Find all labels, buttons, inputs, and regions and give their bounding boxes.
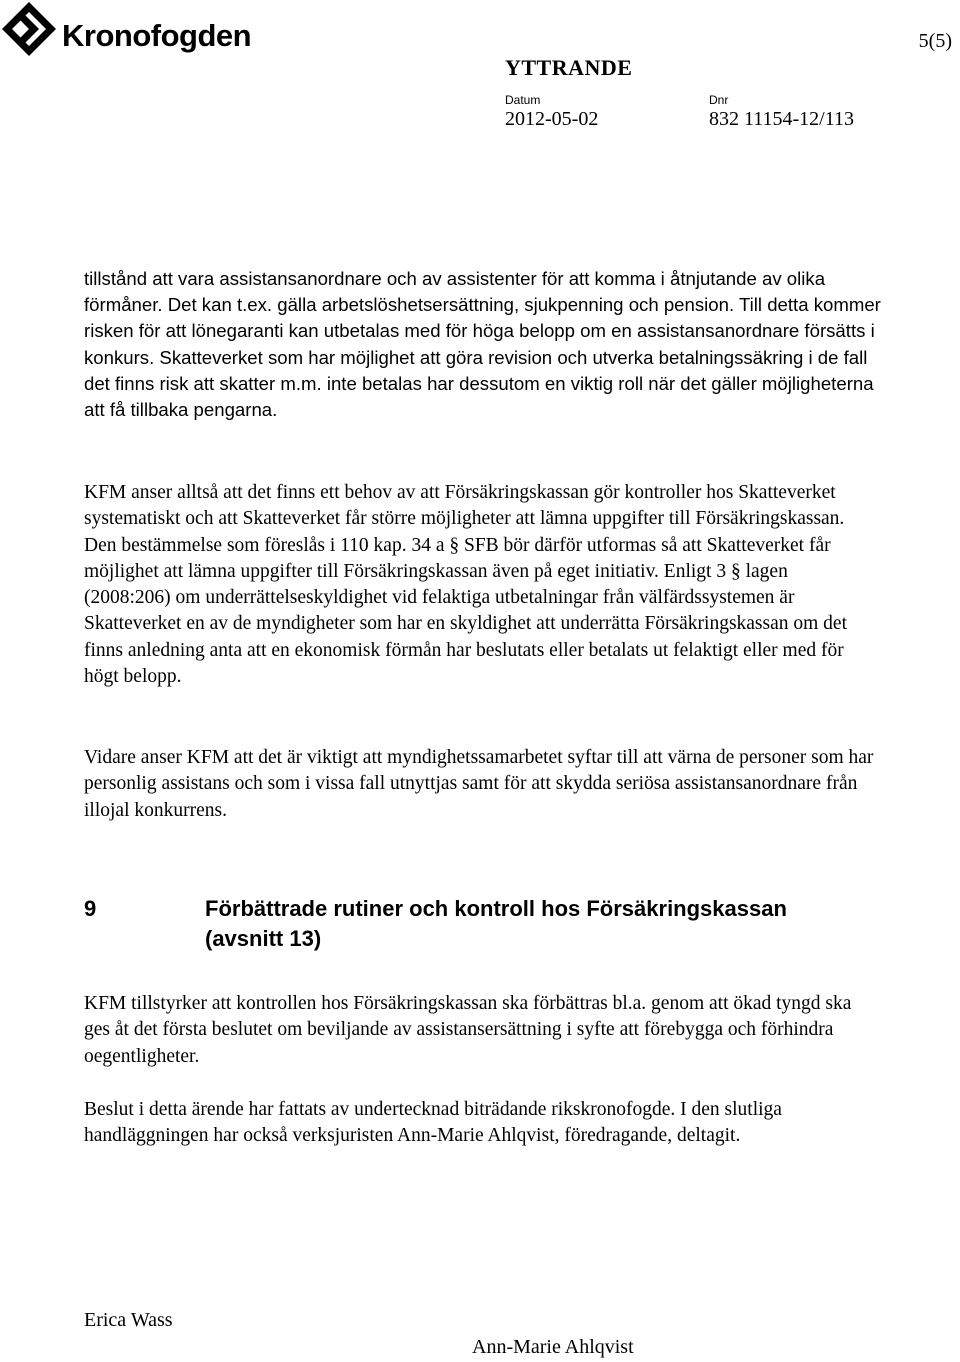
date-value: 2012-05-02 (505, 108, 599, 130)
dnr-label: Dnr (709, 93, 729, 107)
logo-wordmark: Kronofogden (62, 18, 252, 53)
section-title: Förbättrade rutiner och kontroll hos Försäkringskassan (avsnitt 13) (205, 896, 787, 951)
kronofogden-logo (0, 0, 250, 60)
paragraph-5: Beslut i detta ärende har fattats av undertecknad biträdande rikskronofogde. I den slutliga handläggningen har också verksjuristen Ann-Marie Ahlqvist, föredragande, deltagit. (84, 1099, 782, 1147)
paragraph-1: tillstånd att vara assistansanordnare och av assistenter för att komma i åtnjutande av olika förmåner. Det kan t.ex. gälla arbetslöshetsersättning, sjukpenning och pension. Till detta kommer risken för att lönegaranti kan utbetalas med för höga belopp om en assistansanordnare försätts i konkurs. Skatteverket som har möjlighet att göra revision och utverka betalningssäkring i de fall det finns risk att skatter m.m. inte betalas har dessutom en viktig roll när det gäller möjligheterna att få tillbaka pengarna. (84, 268, 881, 421)
signature-ann-marie-ahlqvist: Ann-Marie Ahlqvist (472, 1336, 634, 1358)
paragraph-3: Vidare anser KFM att det är viktigt att myndighetssamarbetet syftar till att värna de personer som har personlig assistans och som i vissa fall utnyttjas samt för att skydda seriösa assistansanordnare från illojal konkurrens. (84, 747, 874, 821)
date-label: Datum (505, 93, 541, 107)
paragraph-4: KFM tillstyrker att kontrollen hos Försäkringskassan ska förbättras bl.a. genom att ökad tyngd ska ges åt det första beslutet om beviljande av assistansersättning i syfte att förebygga och förhindra oegentligheter. (84, 993, 852, 1067)
dnr-value: 832 11154-12/113 (709, 108, 854, 130)
document-type: YTTRANDE (505, 55, 633, 80)
page-number: 5(5) (918, 30, 952, 52)
paragraph-2: KFM anser alltså att det finns ett behov av att Försäkringskassan gör kontroller hos Skatteverket systematiskt och att Skatteverket får större möjligheter att lämna uppgifter till Försäkringskassan. Den bestämmelse som föreslås i 110 kap. 34 a § SFB bör därför utformas så att Skatteverket får möjlighet att lämna uppgifter till Försäkringskassan även på eget initiativ. Enligt 3 § lagen (2008:206) om underrättelseskyldighet vid felaktiga utbetalningar från välfärdssystemen är Skatteverket en av de myndigheter som har en skyldighet att underrätta Försäkringskassan om det finns anledning anta att en ekonomisk förmån har beslutats eller betalats ut felaktigt eller med för högt belopp. (84, 482, 848, 688)
logo-diamond-icon (0, 0, 62, 56)
section-number: 9 (84, 896, 97, 921)
signature-erica-wass: Erica Wass (84, 1309, 173, 1331)
